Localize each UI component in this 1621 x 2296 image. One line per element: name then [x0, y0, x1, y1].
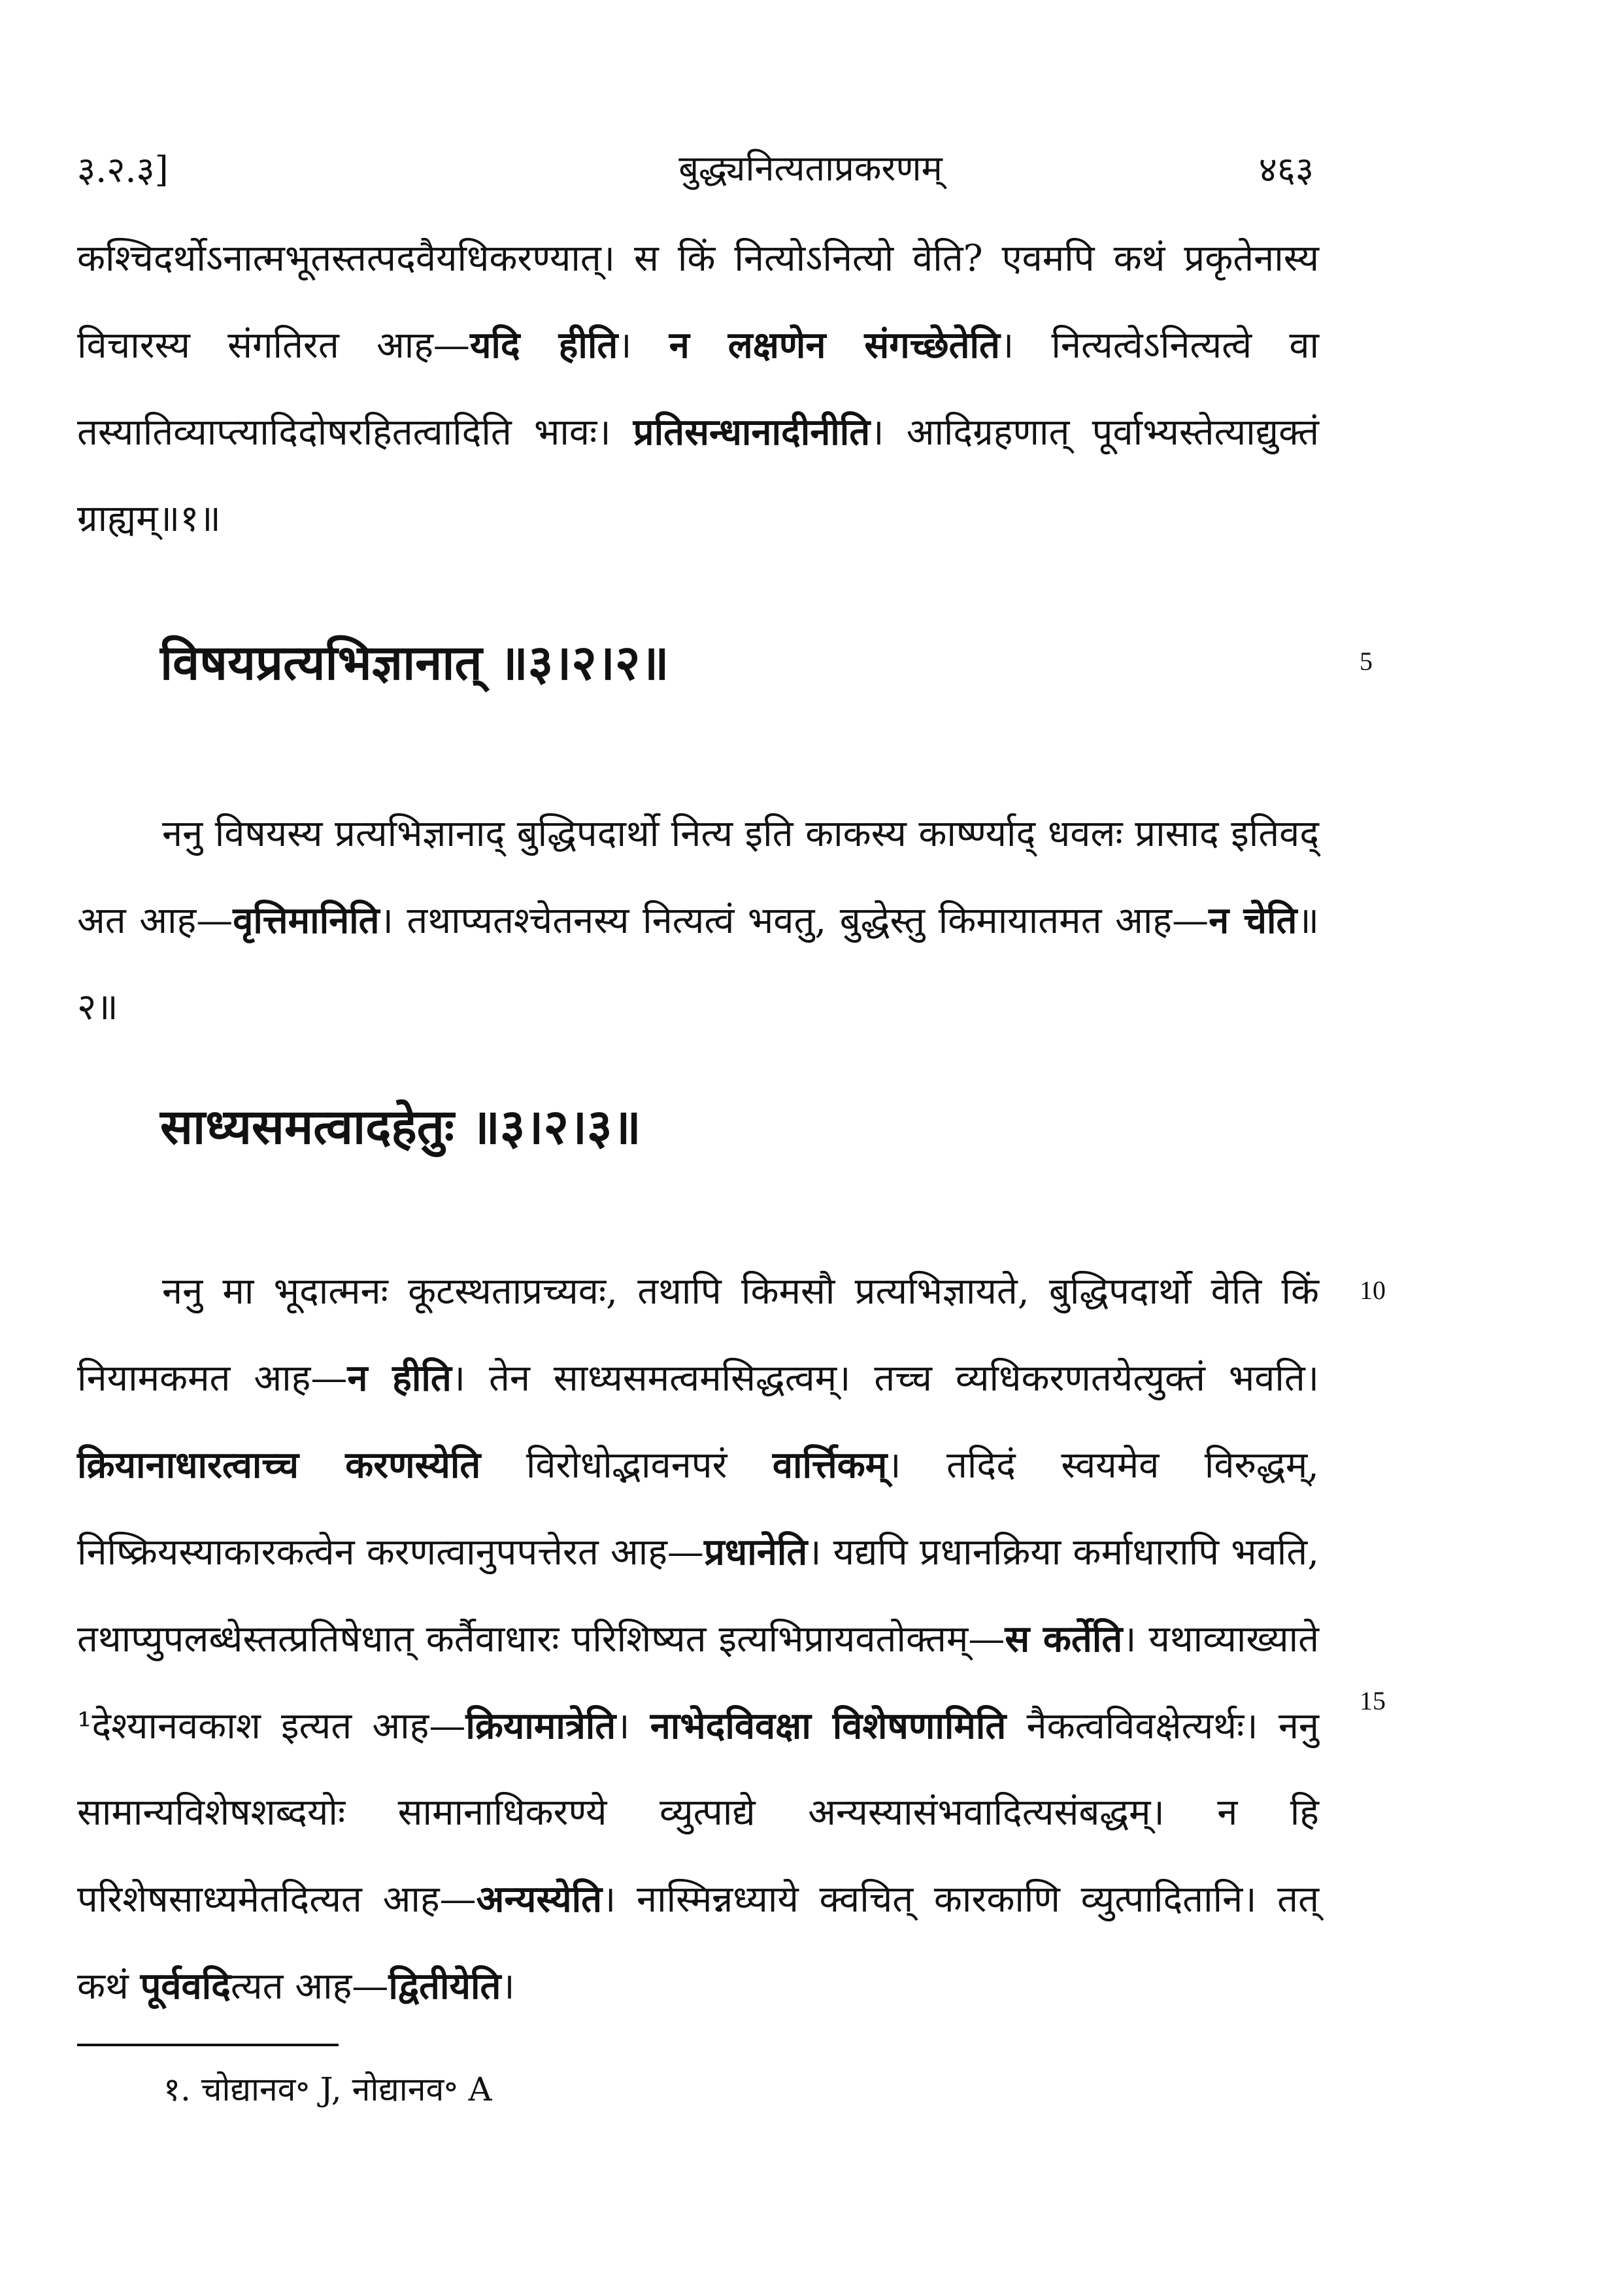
commentary-paragraph-1: कश्चिदर्थोऽनात्मभूतस्तत्पदवैयधिकरण्यात्। स किं नित्योऽनित्यो वेति? एवमपि कथं प्रकृतेनास्य विचारस्य संगतिरत आह—यदि हीति। न लक्षणेन संगच्छेतेति। नित्यत्वेऽनित्यत्वे वा तस्यातिव्याप्त्यादिदोषरहितत्वादिति भावः। प्रतिसन्धानादीनीति। आदिग्रहणात् पूर्वाभ्यस्तेत्याद्युक्तं ग्राह्यम्॥१॥	[77, 237, 1319, 540]
footnote-rule	[77, 2044, 339, 2046]
sutra-3-2-3: साध्यसमत्वादहेतुः ॥३।२।३॥	[160, 1099, 641, 1155]
footnote: १. चोद्यानव॰ J, नोद्यानव॰ A	[163, 2070, 492, 2108]
line-number-15: 15	[1360, 1686, 1386, 1715]
line-number-10: 10	[1360, 1275, 1386, 1305]
line-number-5: 5	[1360, 647, 1373, 676]
sutra-3-2-2: विषयप्रत्यभिज्ञानात् ॥३।२।२॥	[160, 635, 669, 691]
commentary-paragraph-2: ननु विषयस्य प्रत्यभिज्ञानाद् बुद्धिपदार्थो नित्य इति काकस्य कार्ष्ण्याद् धवलः प्रासाद इतिवद् अत आह—वृत्तिमानिति। तथाप्यतश्चेतनस्य नित्यत्वं भवतु, बुद्धेस्तु किमायातमत आह—न चेति॥२॥	[77, 813, 1319, 1028]
commentary-paragraph-3: ननु मा भूदात्मनः कूटस्थताप्रच्यवः, तथापि किमसौ प्रत्यभिज्ञायते, बुद्धिपदार्थो वेति किं नियामकमत आह—न हीति। तेन साध्यसमत्वमसिद्धत्वम्। तच्च व्यधिकरणतयेत्युक्तं भवति। क्रियानाधारत्वाच्च करणस्येति विरोधोद्भावनपरं वार्त्तिकम्। तदिदं स्वयमेव विरुद्धम्, निष्क्रियस्याकारकत्वेन करणत्वानुपपत्तेरत आह—प्रधानेति। यद्यपि प्रधानक्रिया कर्माधारापि भवति, तथाप्युपलब्धेस्तत्प्रतिषेधात् कर्तैवाधारः परिशिष्यत इत्यभिप्रायवतोक्तम्—स कर्तेति। यथाव्याख्याते ¹देश्यानवकाश इत्यत आह—क्रियामात्रेति। नाभेदविवक्षा विशेषणामिति नैकत्वविवक्षेत्यर्थः। ननु सामान्यविशेषशब्दयोः सामानाधिकरण्ये व्युत्पाद्ये अन्यस्यासंभवादित्यसंबद्धम्। न हि परिशेषसाध्यमेतदित्यत आह—अन्यस्येति। नास्मिन्नध्याये क्वचित् कारकाणि व्युत्पादितानि। तत् कथं पूर्ववदित्यत आह—द्वितीयेति।	[77, 1270, 1320, 2008]
section-number: ३.२.३]	[77, 149, 169, 190]
running-title: बुद्ध्यनित्यताप्रकरणम्	[678, 148, 943, 189]
page-number: ४६३	[1258, 149, 1314, 190]
